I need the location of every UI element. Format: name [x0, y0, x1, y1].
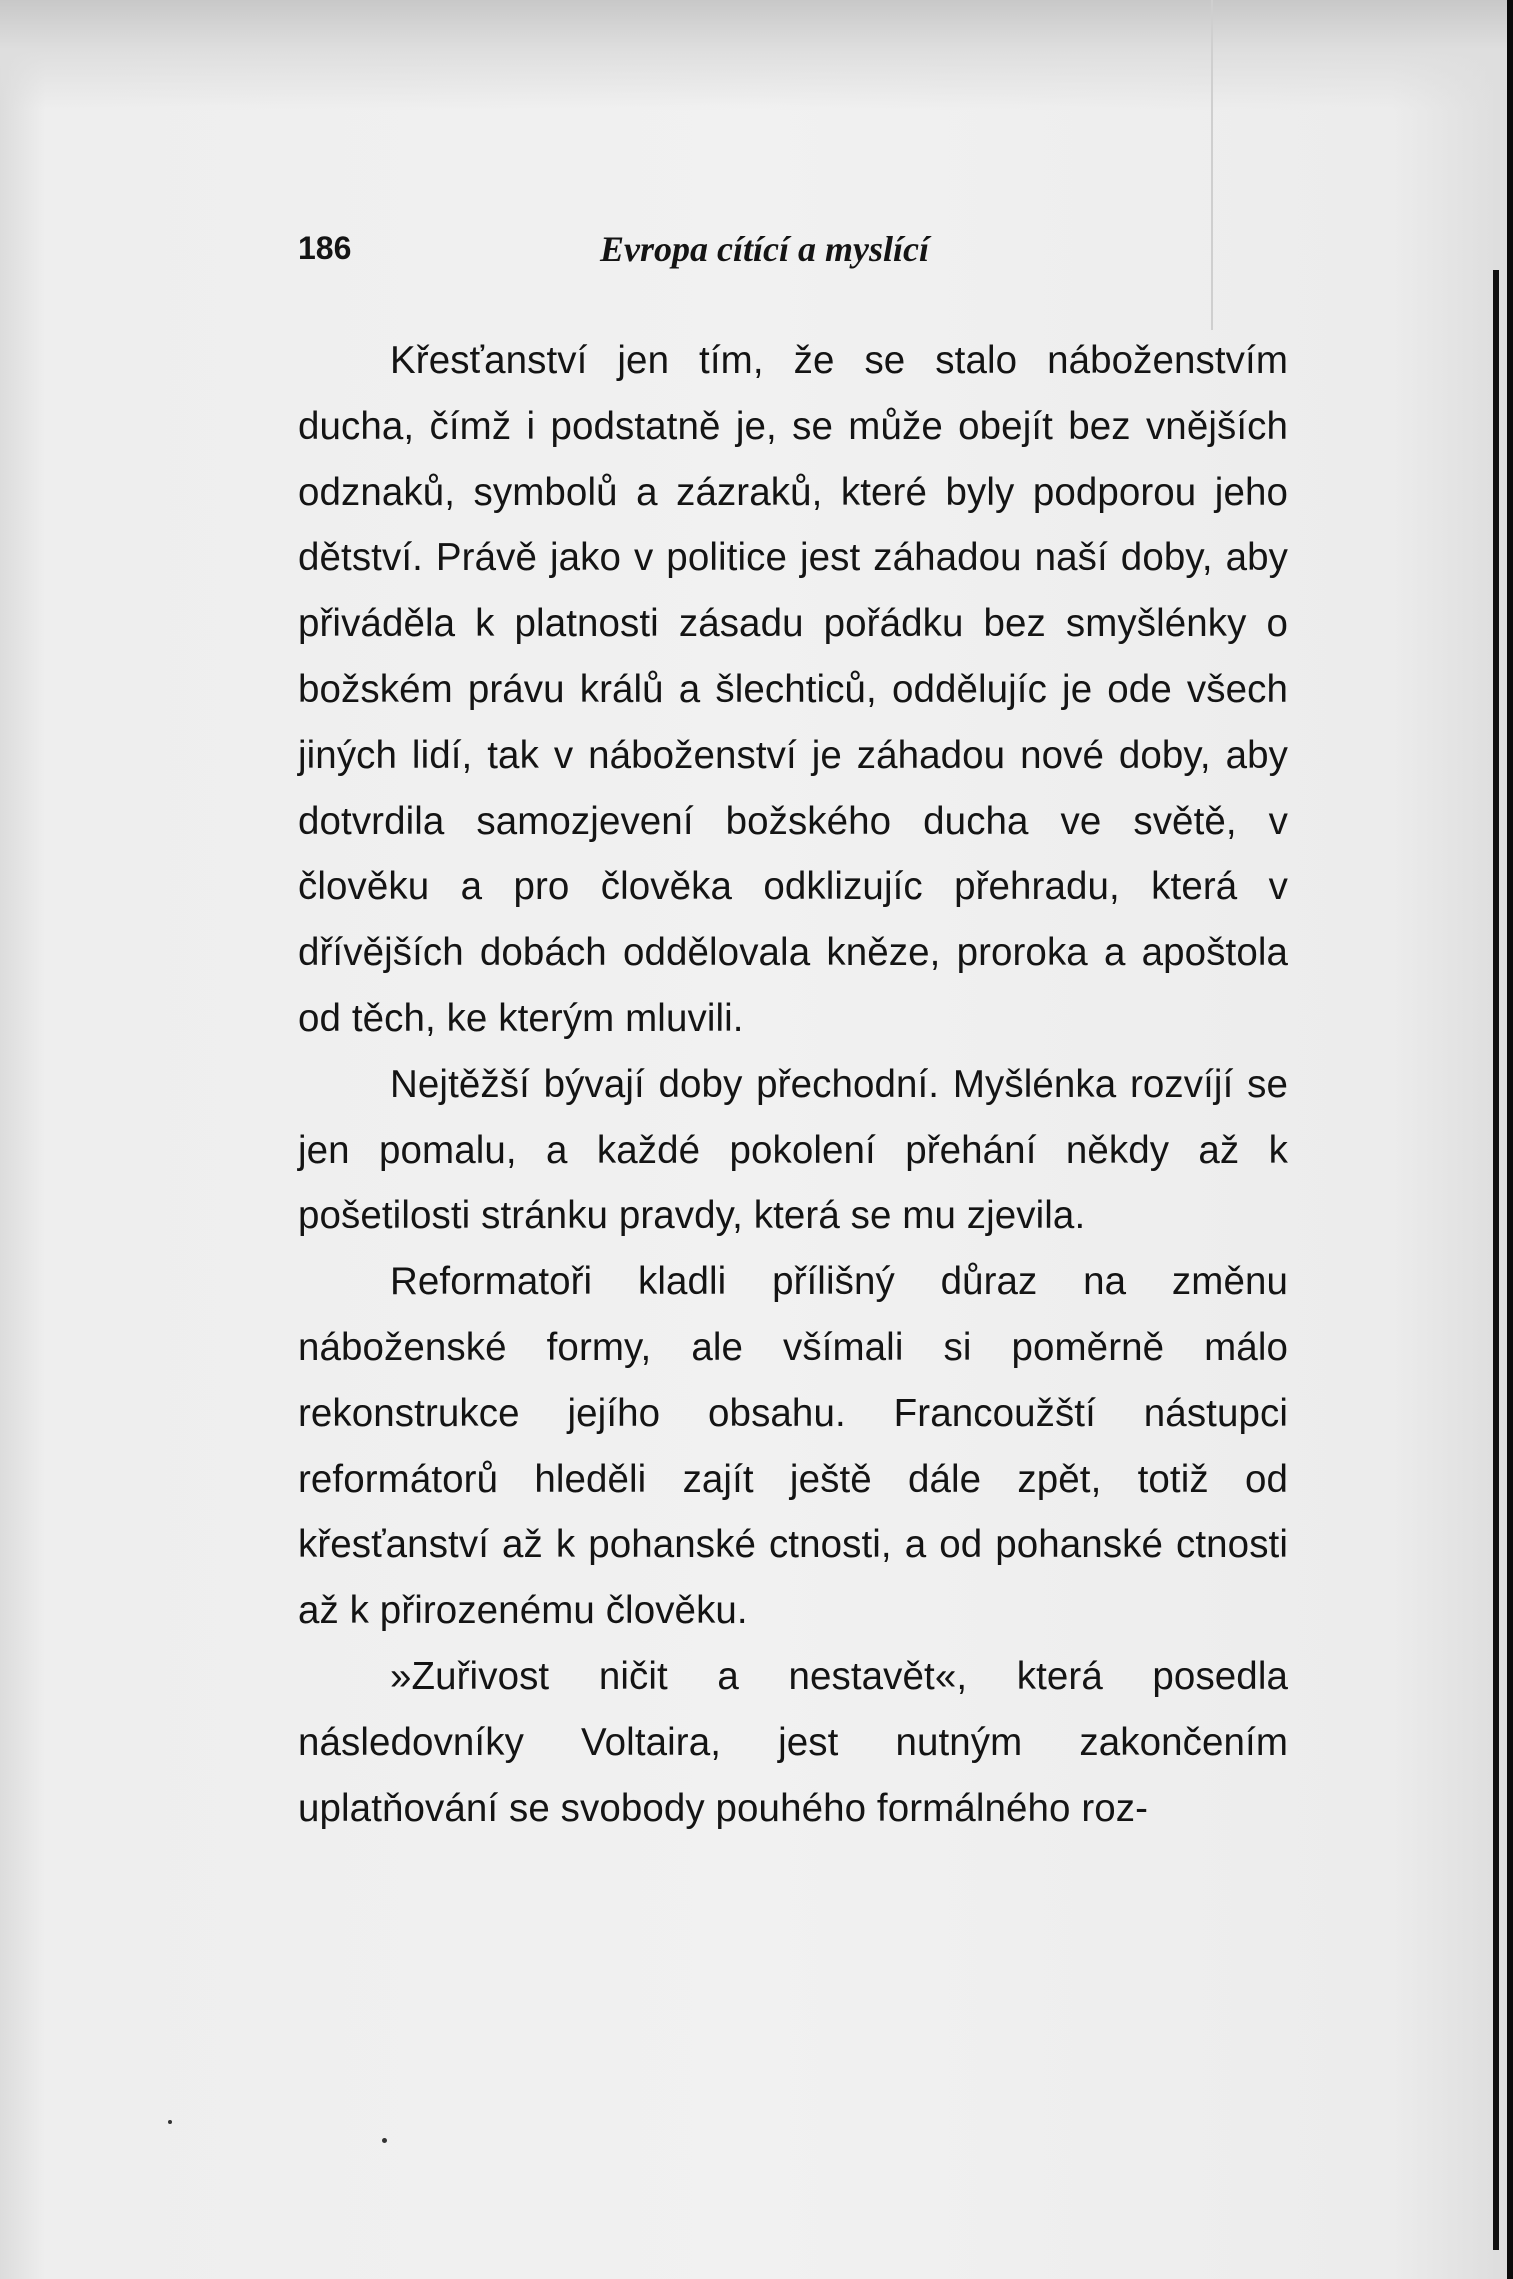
- paragraph: Nejtěžší bývají doby přechodní. Myšlénka rozvíjí se jen pomalu, a každé pokolení přehání někdy až k pošetilosti stránku pravdy, která se mu zjevila.: [298, 1062, 1288, 1238]
- paragraph: Reformatoři kladli přílišný důraz na změnu náboženské formy, ale všímali si poměrně málo rekonstrukce jejího obsahu. Francoužští nástupci reformátorů hleděli zajít ještě dále zpět, totiž od křesťanství až k pohanské ctnosti, a od pohanské ctnosti až k přirozenému člověku.: [298, 1260, 1288, 1633]
- dust-speck: [382, 2138, 387, 2143]
- book-page: [298, 222, 1288, 1841]
- page-header: [298, 222, 1288, 282]
- running-title: Evropa cítící a myslící: [600, 229, 929, 269]
- paragraph: »Zuřivost ničit a nestavět«, která posedla následovníky Voltaira, jest nutným zakončením uplatňování se svobody pouhého formálného roz-: [298, 1654, 1288, 1830]
- scan-top-shadow: [0, 0, 1513, 110]
- body-text: [298, 328, 1288, 1841]
- dust-speck: [168, 2120, 172, 2124]
- page-number: 186: [298, 230, 352, 266]
- page-edge-line: [1493, 270, 1499, 2250]
- paragraph: Křesťanství jen tím, že se stalo náboženstvím ducha, čímž i podstatně je, se může obejít bez vnějších odznaků, symbolů a zázraků, které byly podporou jeho dětství. Právě jako v politice jest záhadou naší doby, aby přiváděla k platnosti zásadu pořádku bez smyšlénky o božském právu králů a šlechticů, oddělujíc je ode všech jiných lidí, tak v náboženství je záhadou nové doby, aby dotvrdila samozjevení božského ducha ve světě, v člověku a pro člověka odklizujíc přehradu, která v dřívějších dobách oddělovala kněze, proroka a apoštola od těch, ke kterým mluvili.: [298, 339, 1288, 1040]
- scan-right-border: [1507, 0, 1513, 2279]
